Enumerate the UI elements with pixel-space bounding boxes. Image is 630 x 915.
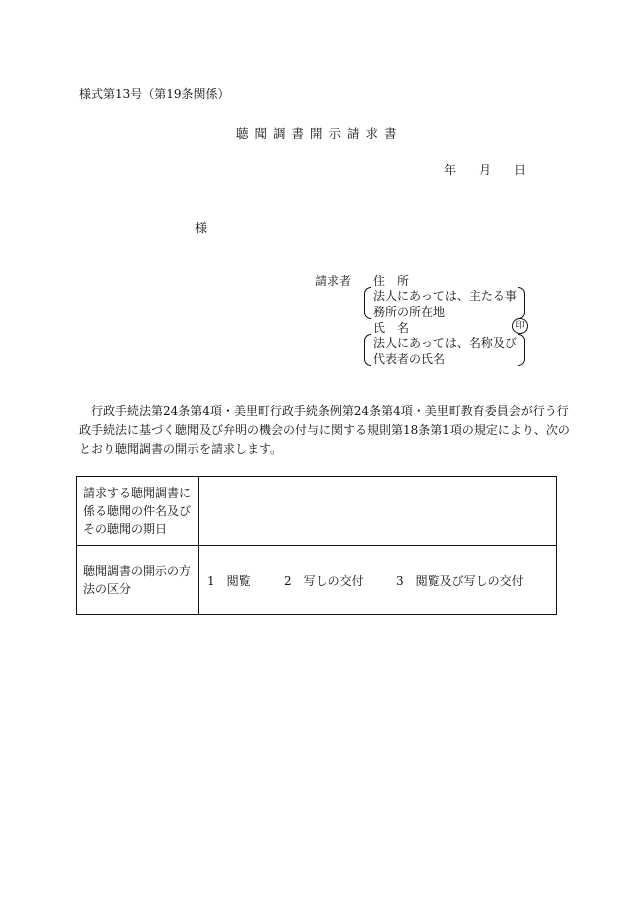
name-note-line1: 法人にあっては、名称及び — [373, 336, 517, 350]
date-month-label: 月 — [479, 163, 492, 177]
body-text-line2: 政手続法に基づく聴聞及び弁明の機会の付与に関する規則第18条第1項の規定により、次の — [79, 423, 570, 437]
subject-header-line1: 請求する聴聞調書に — [83, 486, 192, 500]
table-row — [77, 477, 557, 546]
name-note-line2: 代表者の氏名 — [373, 352, 446, 366]
right-parenthesis — [518, 334, 525, 366]
name-label: 氏 名 — [373, 321, 410, 335]
option-view-and-copy[interactable]: 3 閲覧及び写しの交付 — [396, 573, 524, 588]
address-label: 住 所 — [373, 274, 410, 288]
address-note-line1: 法人にあっては、主たる事 — [373, 289, 517, 303]
document-title: 聴聞調書開示請求書 — [236, 126, 403, 141]
method-header-line2: 法の区分 — [83, 582, 132, 596]
body-text-line1: 行政手続法第24条第4項・美里町行政手続条例第24条第4項・美里町教育委員会が行う行 — [79, 404, 569, 418]
method-header-cell — [77, 546, 199, 615]
table-row — [77, 546, 557, 615]
left-parenthesis — [364, 334, 371, 366]
address-note — [364, 287, 525, 319]
address-note-line2: 務所の所在地 — [373, 305, 446, 319]
seal-mark: 印 — [512, 318, 528, 334]
body-text-line3: とおり聴聞調書の開示を請求します。 — [79, 442, 283, 456]
method-options-cell — [199, 546, 557, 615]
right-parenthesis — [518, 287, 525, 319]
addressee-suffix: 様 — [195, 221, 208, 235]
subject-header-cell — [77, 477, 199, 546]
option-view[interactable]: 1 閲覧 — [207, 573, 251, 588]
method-header-line1: 聴聞調書の開示の方 — [83, 564, 192, 578]
date-day-label: 日 — [514, 163, 527, 177]
left-parenthesis — [364, 287, 371, 319]
subject-header-line3: その聴聞の期日 — [83, 522, 168, 536]
request-table — [76, 476, 557, 615]
date-year-label: 年 — [444, 163, 457, 177]
requester-label: 請求者 — [315, 274, 352, 288]
option-copy[interactable]: 2 写しの交付 — [284, 573, 364, 588]
form-number: 様式第13号（第19条関係） — [79, 87, 230, 101]
subject-value-cell[interactable] — [199, 477, 557, 546]
name-note — [364, 334, 525, 366]
subject-header-line2: 係る聴聞の件名及び — [83, 504, 192, 518]
